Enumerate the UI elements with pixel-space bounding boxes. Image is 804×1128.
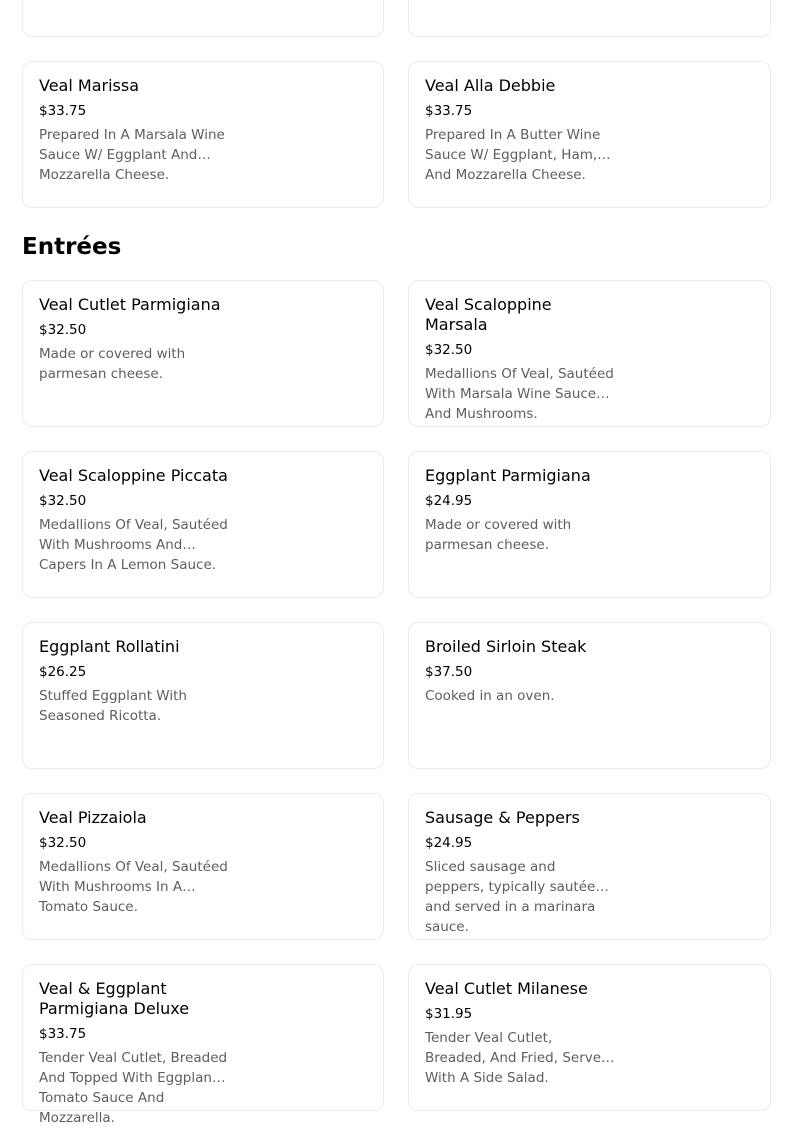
menu-item-price: $32.50 [39, 835, 87, 851]
menu-item-title: Eggplant Rollatini [39, 637, 180, 656]
menu-item-price: $32.50 [39, 322, 87, 338]
menu-item-description: Medallions Of Veal, Sautéed With Marsala Wine Sauce And Mushrooms. [425, 366, 614, 422]
menu-item-price: $32.50 [425, 342, 473, 358]
menu-item-description: Made or covered with parmesan cheese. [39, 346, 186, 382]
menu-item-title: Veal Cutlet Milanese [425, 979, 588, 998]
menu-item-price: $32.50 [39, 493, 87, 509]
menu-item-title: Eggplant Parmigiana [425, 466, 591, 485]
menu-item-description: Made or covered with parmesan cheese. [425, 517, 572, 553]
menu-item-description: Prepared In A Marsala Wine Sauce W/ Eggplant And Mozzarella Cheese. [39, 127, 225, 183]
menu-item-description: Cooked in an oven. [425, 688, 555, 704]
menu-item-card[interactable] [408, 0, 771, 37]
menu-item-card[interactable] [408, 964, 771, 1111]
menu-item-price: $33.75 [39, 103, 87, 119]
menu-item-description: Tender Veal Cutlet, Breaded, And Fried, Served With A Side Salad. [425, 1030, 610, 1086]
menu-item-title: Veal Alla Debbie [425, 76, 556, 95]
menu-item-card[interactable] [22, 61, 384, 208]
menu-item-card[interactable] [22, 451, 384, 598]
menu-item-description: Medallions Of Veal, Sautéed With Mushrooms In A Tomato Sauce. [39, 859, 228, 915]
menu-item-price: $33.75 [39, 1026, 87, 1042]
menu-item-description: Medallions Of Veal, Sautéed With Mushrooms And Capers In A Lemon Sauce. [39, 517, 228, 573]
menu-item-title: Veal Pizzaiola [39, 808, 147, 827]
menu-item-title: Veal Marissa [39, 76, 139, 95]
menu-item-card[interactable] [22, 280, 384, 427]
menu-item-price: $33.75 [425, 103, 473, 119]
menu-item-title: Sausage & Peppers [425, 808, 580, 827]
menu-item-description: Tender Veal Cutlet, Breaded And Topped With Eggplant, Tomato Sauce And Mozzarella. [39, 1050, 228, 1126]
previous-section-grid [22, 0, 771, 208]
menu-item-card[interactable] [408, 793, 771, 940]
menu-item-card[interactable] [22, 793, 384, 940]
menu-item-title: Broiled Sirloin Steak [425, 637, 587, 656]
menu-item-card[interactable] [408, 622, 771, 769]
menu-item-title: Veal Scaloppine Piccata [39, 466, 228, 485]
menu-item-card[interactable] [22, 964, 384, 1126]
section-title: Entrées [22, 234, 122, 260]
menu-item-card[interactable] [408, 280, 771, 427]
menu-item-price: $26.25 [39, 664, 87, 680]
menu-item-description: Sliced sausage and peppers, typically sautéed and served in a marinara sauce. [425, 859, 604, 935]
menu-item-card[interactable] [408, 61, 771, 208]
menu-item-price: $24.95 [425, 493, 473, 509]
menu-item-description: Stuffed Eggplant With Seasoned Ricotta. [39, 688, 187, 724]
menu-item-description: Prepared In A Butter Wine Sauce W/ Eggplant, Ham, And Mozzarella Cheese. [425, 127, 601, 183]
menu-item-price: $37.50 [425, 664, 473, 680]
menu-item-price: $24.95 [425, 835, 473, 851]
menu-item-price: $31.95 [425, 1006, 473, 1022]
menu-item-card[interactable] [22, 622, 384, 769]
menu-item-card[interactable] [408, 451, 771, 598]
menu-item-title: Veal & Eggplant Parmigiana Deluxe [39, 979, 190, 1018]
menu-item-title: Veal Cutlet Parmigiana [39, 295, 221, 314]
menu-item-card[interactable] [22, 0, 384, 37]
menu-item-title: Veal Scaloppine Marsala [425, 295, 552, 334]
entrees-grid [22, 280, 771, 1126]
